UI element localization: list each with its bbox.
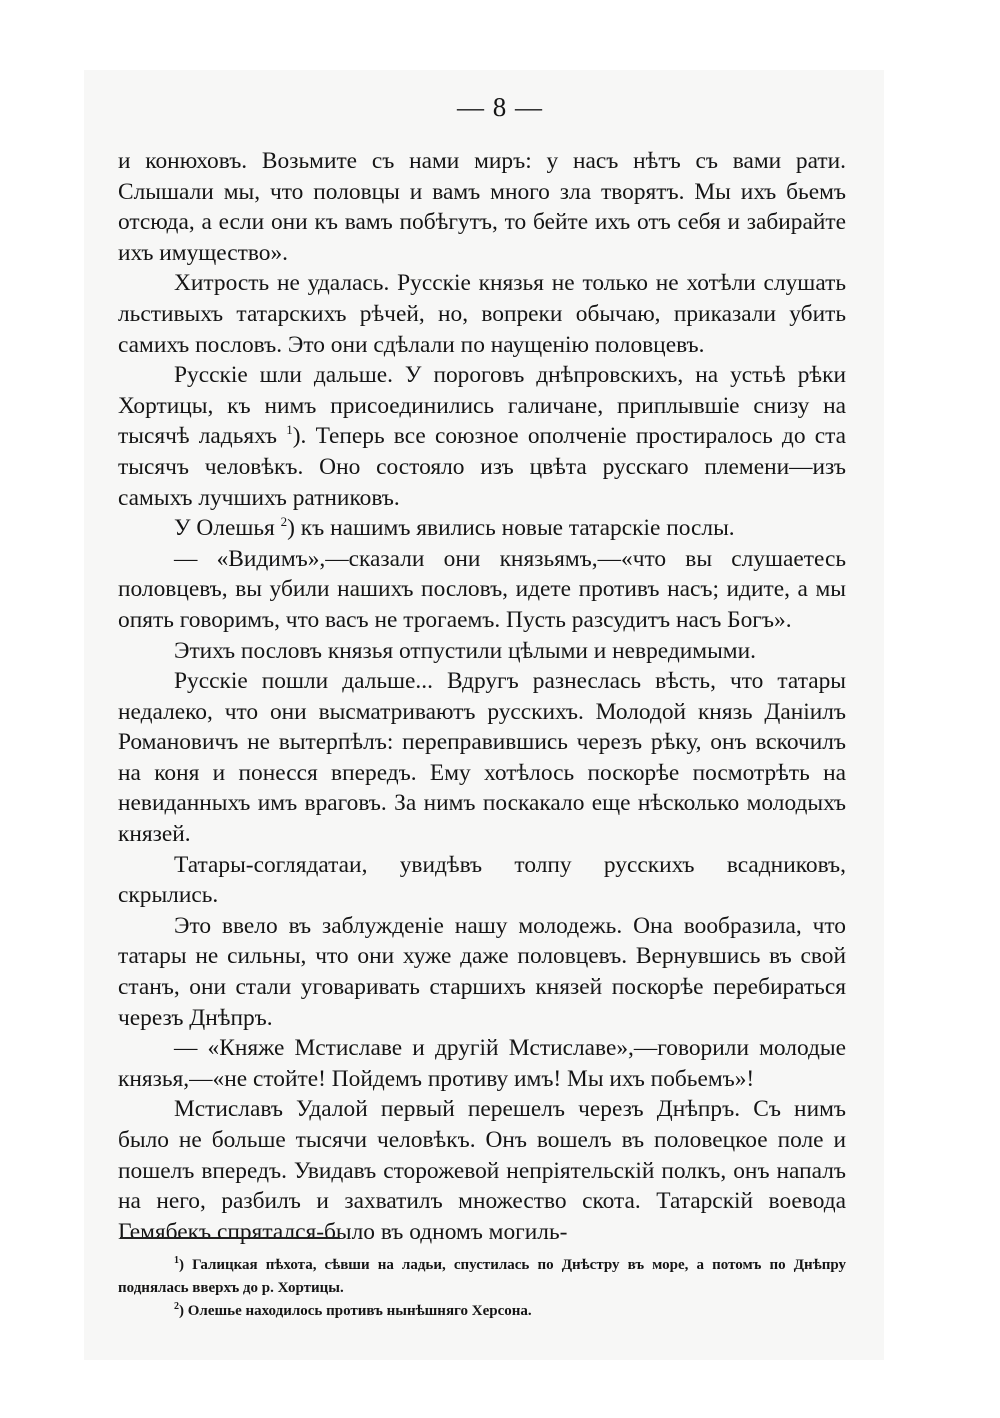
footnote-marker: 2 bbox=[280, 514, 288, 530]
paragraph: Татары-соглядатаи, увидѣвъ толпу русскихъ всадниковъ, скрылись. bbox=[118, 851, 846, 909]
paragraph-text: ). Теперь все союзное ополченіе простиралось до ста тысячъ человѣкъ. Оно состояло изъ цвѣта русскаго племени—изъ самыхъ лучшихъ ратниковъ. bbox=[118, 423, 846, 511]
paragraph: Это ввело въ заблужденіе нашу молодежь. Она вообразила, что татары не сильны, что они хуже даже половцевъ. Вернувшись въ свой станъ, они стали уговаривать старшихъ князей поскорѣе перебираться черезъ Днѣпръ. bbox=[118, 912, 846, 1031]
paragraph: Русскіе пошли дальше... Вдругъ разнеслась вѣсть, что татары недалеко, что они высматриваютъ русскихъ. Молодой князь Даніилъ Романовичъ не вытерпѣлъ: переправившись черезъ рѣку, онъ вскочилъ на коня и понесся впередъ. Ему хотѣлось поскорѣе посмотрѣть на невиданныхъ имъ враговъ. За нимъ поскакало еще нѣсколько молодыхъ князей. bbox=[118, 668, 846, 848]
paragraph-text: У Олешья bbox=[174, 515, 275, 542]
body-text bbox=[118, 146, 846, 1247]
footnote-number: 1 bbox=[174, 1255, 179, 1266]
footnote-text: ) Галицкая пѣхота, сѣвши на ладьи, спустилась по Днѣстру въ море, а потомъ по Днѣпру поднялась вверхъ до р. Хортицы. bbox=[118, 1257, 846, 1296]
footnote-text: ) Олешье находилось противъ нынѣшняго Херсона. bbox=[179, 1303, 532, 1319]
page-number: — 8 — bbox=[457, 92, 543, 122]
footnote bbox=[118, 1300, 846, 1323]
paragraph: — «Княже Мстиславе и другій Мстиславе»,—говорили молодые князья,—«не стойте! Пойдемъ противу имъ! Мы ихъ побьемъ»! bbox=[118, 1035, 846, 1092]
paragraph bbox=[118, 513, 846, 544]
footnote-marker: 1 bbox=[286, 422, 293, 438]
paragraph: и конюховъ. Возьмите съ нами миръ: у насъ нѣтъ съ вами рати. Слышали мы, что половцы и вамъ много зла творятъ. Мы ихъ бьемъ отсюда, а если они къ вамъ побѣгутъ, то бейте ихъ отъ себя и забирайте ихъ имущество». bbox=[118, 148, 846, 266]
footnote-divider bbox=[120, 1237, 340, 1239]
footnote-number: 2 bbox=[174, 1301, 179, 1312]
paragraph: Мстиславъ Удалой первый перешелъ черезъ Днѣпръ. Съ нимъ было не больше тысячи человѣкъ. Онъ вошелъ въ половецкое поле и пошелъ впередъ. Увидавъ сторожевой непріятельскій полкъ, онъ напалъ на него, разбилъ и захватилъ множество скота. Татарскій воевода Гемябекъ спрятался-было въ одномъ могиль- bbox=[118, 1096, 846, 1245]
paragraph: Хитрость не удалась. Русскіе князья не только не хотѣли слушать льстивыхъ татарскихъ рѣчей, но, вопреки обычаю, приказали убить самихъ пословъ. Это они сдѣлали по наущенію половцевъ. bbox=[118, 270, 846, 358]
paragraph: Этихъ пословъ князья отпустили цѣлыми и невредимыми. bbox=[174, 637, 756, 664]
footnote bbox=[118, 1254, 846, 1300]
paragraph bbox=[118, 360, 846, 513]
paragraph-text: Русскіе шли дальше. У пороговъ днѣпровскихъ, на устьѣ рѣки Хортицы, къ нимъ присоединились галичане, приплывшіе снизу на тысячѣ ладьяхъ bbox=[118, 362, 846, 450]
paragraph: — «Видимъ»,—сказали они князьямъ,—«что вы слушаетесь половцевъ, вы убили нашихъ пословъ, идете противъ насъ; идите, а мы опять говоримъ, что васъ не трогаемъ. Пусть разсудитъ насъ Богъ». bbox=[118, 545, 846, 633]
footnotes bbox=[118, 1254, 846, 1323]
paragraph-text: ) къ нашимъ явились новые татарскіе послы. bbox=[287, 515, 735, 542]
